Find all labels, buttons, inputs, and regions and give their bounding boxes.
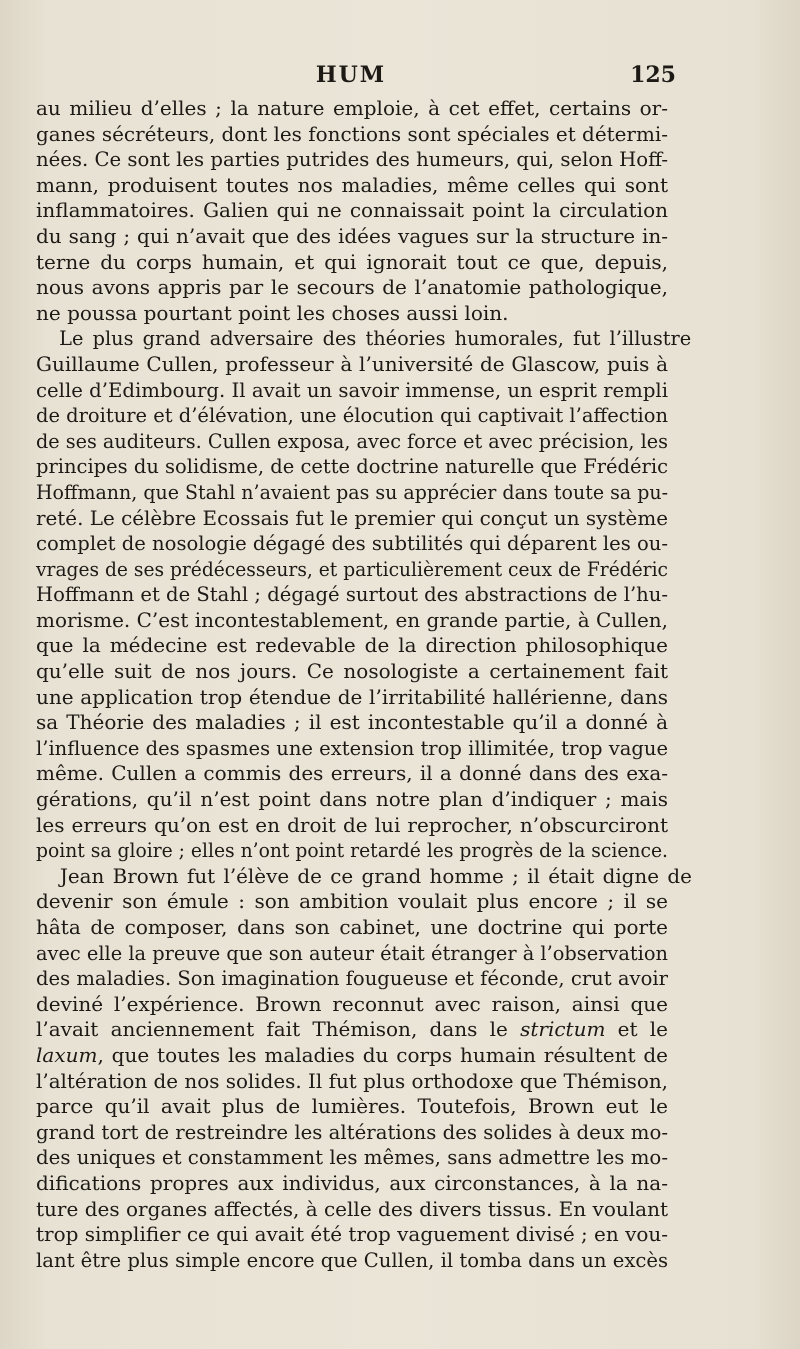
text-line: du sang ; qui n’avait que des idées vagues sur la structure in- xyxy=(36,223,668,248)
text-line: parce qu’il avait plus de lumières. Toutefois, Brown eut le xyxy=(36,1094,668,1119)
text-line: des maladies. Son imagination fougueuse et féconde, crut avoir xyxy=(36,966,668,991)
text-line: de droiture et d’élévation, une élocution qui captivait l’affection xyxy=(36,403,668,428)
text-line: même. Cullen a commis des erreurs, il a donné dans des exa- xyxy=(36,761,668,786)
text-line: gérations, qu’il n’est point dans notre plan d’indiquer ; mais xyxy=(36,787,668,812)
text-line: principes du solidisme, de cette doctrine naturelle que Frédéric xyxy=(36,454,668,479)
page-header xyxy=(36,58,676,94)
text-line: que la médecine est redevable de la direction philosophique xyxy=(36,633,668,658)
text-line: Hoffmann, que Stahl n’avaient pas su apprécier dans toute sa pu- xyxy=(36,479,668,504)
text-line: morisme. C’est incontestablement, en grande partie, à Cullen, xyxy=(36,607,668,632)
text-line: laxum, que toutes les maladies du corps humain résultent de xyxy=(36,1042,668,1067)
text-line: des uniques et constamment les mêmes, sans admettre les mo- xyxy=(36,1145,668,1170)
text-line: au milieu d’elles ; la nature emploie, à cet effet, certains or- xyxy=(36,96,668,120)
text-line: ne poussa pourtant point les choses aussi loin. xyxy=(36,300,509,325)
text-line: inflammatoires. Galien qui ne connaissait point la circulation xyxy=(36,198,668,223)
text-line: de ses auditeurs. Cullen exposa, avec force et avec précision, les xyxy=(36,428,668,453)
text-line: Le plus grand adversaire des théories humorales, fut l’illustre xyxy=(59,326,692,351)
text-line: une application trop étendue de l’irritabilité hallérienne, dans xyxy=(36,684,668,709)
text-line: difications propres aux individus, aux circonstances, à la na- xyxy=(36,1170,668,1195)
body-text xyxy=(36,96,692,1273)
text-line: nous avons appris par le secours de l’anatomie pathologique, xyxy=(36,275,668,300)
text-line: qu’elle suit de nos jours. Ce nosologiste a certainement fait xyxy=(36,659,668,684)
text-line: les erreurs qu’on est en droit de lui reprocher, n’obscurciront xyxy=(36,812,668,837)
text-line: celle d’Edimbourg. Il avait un savoir immense, un esprit rempli xyxy=(36,377,668,402)
text-line: Guillaume Cullen, professeur à l’université de Glascow, puis à xyxy=(36,351,668,376)
running-head: HUM xyxy=(315,62,387,88)
text-line: terne du corps humain, et qui ignorait tout ce que, depuis, xyxy=(36,249,668,274)
text-line: trop simplifier ce qui avait été trop vaguement divisé ; en vou- xyxy=(36,1222,668,1247)
text-line: Jean Brown fut l’élève de ce grand homme ; il était digne de xyxy=(59,863,692,888)
text-line: vrages de ses prédécesseurs, et particulièrement ceux de Frédéric xyxy=(36,556,668,581)
text-line: point sa gloire ; elles n’ont point retardé les progrès de la science. xyxy=(36,838,668,863)
text-line: deviné l’expérience. Brown reconnut avec raison, ainsi que xyxy=(36,991,668,1016)
text-line: avec elle la preuve que son auteur était étranger à l’observation xyxy=(36,940,668,965)
text-line: hâta de composer, dans son cabinet, une doctrine qui porte xyxy=(36,915,668,939)
text-line: nées. Ce sont les parties putrides des humeurs, qui, selon Hoff- xyxy=(36,147,668,172)
text-line: l’influence des spasmes une extension trop illimitée, trop vague xyxy=(36,735,668,760)
text-line: lant être plus simple encore que Cullen, il tomba dans un excès xyxy=(36,1247,668,1272)
text-line: ture des organes affectés, à celle des divers tissus. En voulant xyxy=(36,1196,668,1221)
text-line: complet de nosologie dégagé des subtilités qui déparent les ou- xyxy=(36,531,668,556)
text-line: sa Théorie des maladies ; il est incontestable qu’il a donné à xyxy=(36,710,668,735)
text-line: l’avait anciennement fait Thémison, dans le strictum et le xyxy=(36,1017,668,1042)
text-line: reté. Le célèbre Ecossais fut le premier qui conçut un système xyxy=(36,505,668,530)
text-line: Hoffmann et de Stahl ; dégagé surtout des abstractions de l’hu- xyxy=(36,582,668,607)
text-line: grand tort de restreindre les altérations des solides à deux mo- xyxy=(36,1119,668,1144)
text-line: devenir son émule : son ambition voulait plus encore ; il se xyxy=(36,889,668,914)
text-line: l’altération de nos solides. Il fut plus orthodoxe que Thémison, xyxy=(36,1068,668,1093)
text-line: ganes sécréteurs, dont les fonctions sont spéciales et détermi- xyxy=(36,121,668,146)
page-number: 125 xyxy=(630,62,676,88)
text-line: mann, produisent toutes nos maladies, même celles qui sont xyxy=(36,172,668,197)
